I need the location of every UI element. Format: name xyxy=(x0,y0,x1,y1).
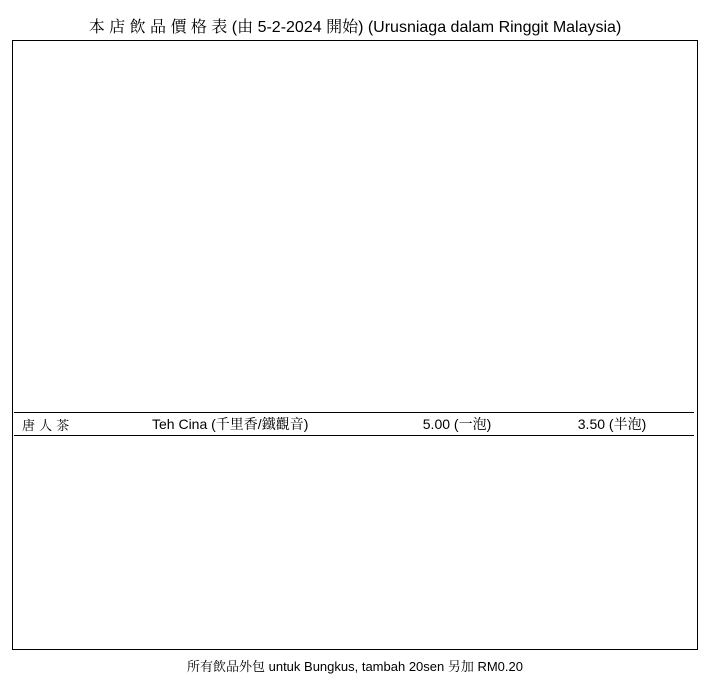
price-table-frame xyxy=(12,40,698,650)
price-cold: 3.50 (半泡) xyxy=(577,416,647,432)
drink-name-chinese: 唐 人 茶 xyxy=(22,418,70,434)
price-hot: 5.00 (一泡) xyxy=(422,416,492,432)
price-list-title: 本 店 飲 品 價 格 表 (由 5-2-2024 開始) (Urusniaga dalam Ringgit Malaysia) xyxy=(88,19,622,36)
takeaway-note: 所有飲品外包 untuk Bungkus, tambah 20sen 另加 RM0.20 xyxy=(187,659,523,674)
drink-row-teh-cina xyxy=(14,412,694,436)
drink-name-malay: Teh Cina (千里香/鐵觀音) xyxy=(152,416,309,432)
